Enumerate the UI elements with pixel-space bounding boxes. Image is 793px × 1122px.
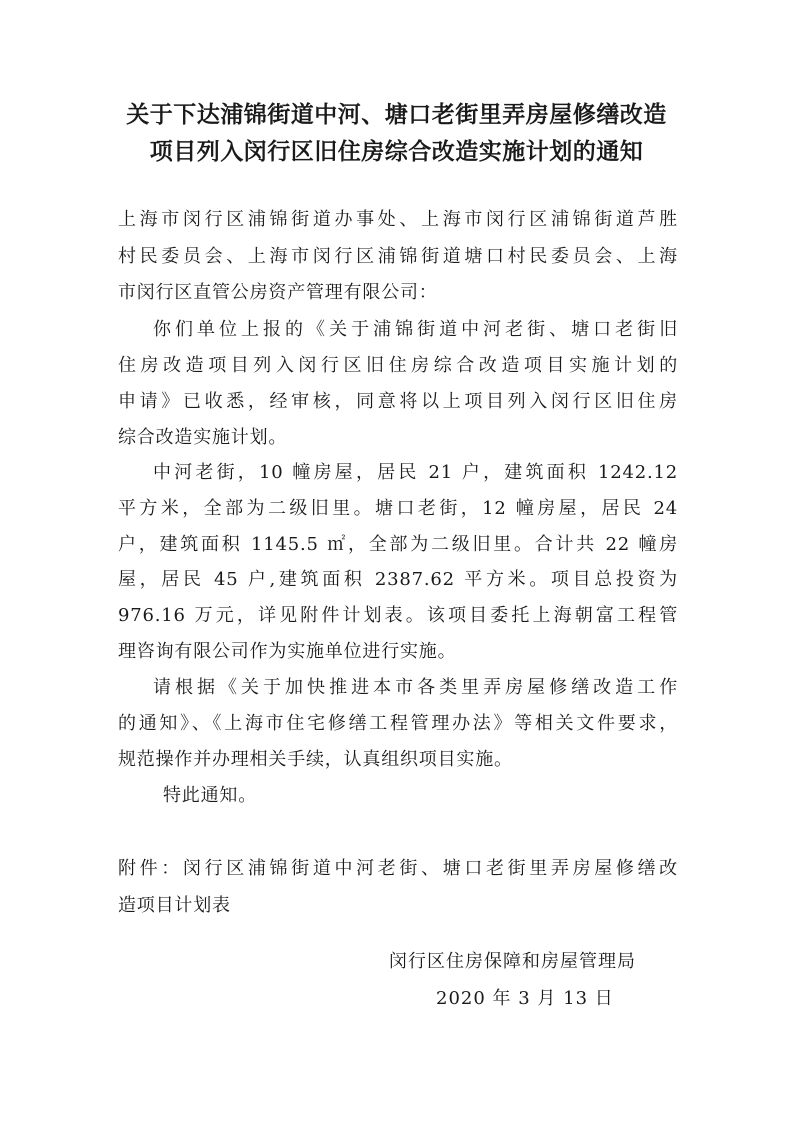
paragraph1-line-3: 申请》已收悉，经审核，同意将以上项目列入闵行区旧住房 bbox=[118, 391, 678, 412]
paragraph2-line-3: 户，建筑面积 1145.5 ㎡，全部为二级旧里。合计共 22 幢房 bbox=[118, 534, 678, 555]
document-title-line-2: 项目列入闵行区旧住房综合改造实施计划的通知 bbox=[149, 139, 644, 165]
paragraph3-line-3: 规范操作并办理相关手续，认真组织项目实施。 bbox=[118, 749, 513, 770]
paragraph2-line-4: 屋，居民 45 户,建筑面积 2387.62 平方米。项目总投资为 bbox=[118, 569, 678, 590]
attachment-line-1: 附件：闵行区浦锦街道中河老街、塘口老街里弄房屋修缮改 bbox=[118, 858, 678, 879]
document-title-line-1: 关于下达浦锦街道中河、塘口老街里弄房屋修缮改造 bbox=[126, 102, 667, 128]
paragraph1-line-4: 综合改造实施计划。 bbox=[118, 427, 288, 448]
issue-date: 2020 年 3 月 13 日 bbox=[436, 988, 614, 1009]
paragraph1-line-1: 你们单位上报的《关于浦锦街道中河老街、塘口老街旧 bbox=[153, 319, 678, 340]
addressee-line-2: 村民委员会、上海市闵行区浦锦街道塘口村民委员会、上海 bbox=[118, 246, 678, 267]
paragraph2-line-6: 理咨询有限公司作为实施单位进行实施。 bbox=[118, 641, 457, 662]
addressee-line-3: 市闵行区直管公房资产管理有限公司： bbox=[118, 282, 438, 303]
closing-text: 特此通知。 bbox=[163, 785, 257, 806]
paragraph2-line-2: 平方米，全部为二级旧里。塘口老街，12 幢房屋，居民 24 bbox=[118, 498, 678, 519]
paragraph3-line-2: 的通知》、《上海市住宅修缮工程管理办法》等相关文件要求， bbox=[118, 713, 678, 734]
attachment-line-2: 造项目计划表 bbox=[118, 895, 231, 916]
paragraph2-line-5: 976.16 万元，详见附件计划表。该项目委托上海朝富工程管 bbox=[118, 605, 678, 626]
paragraph2-line-1: 中河老街，10 幢房屋，居民 21 户，建筑面积 1242.12 bbox=[153, 462, 678, 483]
addressee-line-1: 上海市闵行区浦锦街道办事处、上海市闵行区浦锦街道芦胜 bbox=[118, 209, 678, 230]
paragraph1-line-2: 住房改造项目列入闵行区旧住房综合改造项目实施计划的 bbox=[118, 355, 678, 376]
paragraph3-line-1: 请根据《关于加快推进本市各类里弄房屋修缮改造工作 bbox=[153, 677, 678, 698]
issuer-name: 闵行区住房保障和房屋管理局 bbox=[389, 951, 636, 972]
